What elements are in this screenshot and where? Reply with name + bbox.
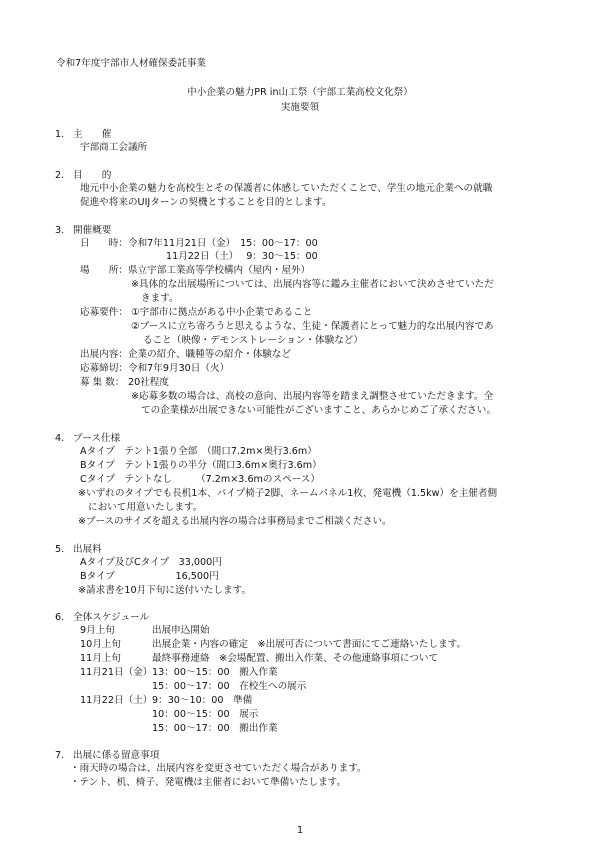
booth-type-b: Bタイプ テント1張りの半分（間口3.6m×奥行3.6m） [80, 460, 322, 471]
deadline-value: 令和7年9月30日（火） [128, 363, 230, 374]
section-number: 1. [55, 129, 65, 140]
section-title: 出展に係る留意事項 [73, 750, 160, 761]
section-number: 7. [55, 750, 65, 761]
date-value-1: 令和7年11月21日（金） 15：00～17：00 [128, 238, 318, 249]
content-label: 出展内容： [80, 349, 128, 360]
requirement-2-cont: ること（映像・デモンストレーション・体験など） [143, 335, 363, 346]
schedule-when: 11月21日（金） [80, 667, 153, 678]
section-title: ブース仕様 [73, 433, 121, 444]
section-number: 4. [55, 433, 65, 444]
section-number: 3. [55, 225, 65, 236]
section-2-body-line: 促進や将来のUIJターンの契機とすることを目的とします。 [80, 197, 332, 208]
section-4-heading [55, 432, 120, 446]
section-number: 2. [55, 170, 65, 181]
schedule-what: 15：00～17：00 搬出作業 [152, 723, 278, 734]
section-1-body: 宇部商工会議所 [80, 142, 148, 153]
schedule-what: 13：00～15：00 搬入作業 [152, 667, 278, 678]
section-title: 主 催 [73, 129, 112, 140]
section-title: 出展料 [73, 544, 102, 555]
document-subtitle: 実施要領 [280, 102, 320, 113]
section-title: 開催概要 [73, 225, 112, 236]
count-note-line: ての企業様が出展できない可能性がございますこと、あらかじめご了承ください。 [141, 405, 496, 416]
section-7-heading [55, 749, 159, 763]
section-title: 目 的 [73, 170, 112, 181]
place-note-line: ※具体的な出展場所については、出展内容等に鑑み主催者において決めさせていただ [131, 279, 494, 290]
notice-line: ・テント、机、椅子、発電機は主催者において準備いたします。 [70, 777, 347, 788]
document-title: 中小企業の魅力PR in山工祭（宇部工業高校文化祭） [187, 87, 413, 98]
section-1-heading [55, 128, 111, 142]
date-label: 日 時： [80, 238, 128, 249]
place-note-line: きます。 [141, 293, 179, 304]
deadline-label: 応募締切： [80, 363, 128, 374]
schedule-what: 出展企業・内容の確定 ※出展可否について書面にてご連絡いたします。 [152, 639, 467, 650]
fee-line: Aタイプ及びCタイプ 33,000円 [80, 557, 222, 568]
requirement-1: ①宇部市に拠点がある中小企業であること [131, 307, 313, 318]
schedule-when: 10月上旬 [80, 639, 121, 650]
section-3-heading [55, 224, 111, 238]
count-note-line: ※応募多数の場合は、高校の意向、出展内容等を踏まえ調整させていただきます。全 [131, 391, 494, 402]
requirement-2: ②ブースに立ち寄ろうと思えるような、生徒・保護者にとって魅力的な出展内容であ [131, 321, 494, 332]
schedule-when: 11月22日（土） [80, 695, 153, 706]
section-number: 6. [55, 612, 65, 623]
schedule-what: 最終事務連絡 ※会場配置、搬出入作業、その他連絡事項について [152, 653, 439, 664]
section-number: 5. [55, 544, 65, 555]
date-value-2: 11月22日（土） 9：30～15：00 [166, 251, 318, 262]
section-2-heading [55, 169, 111, 183]
place-value: 県立宇部工業高等学校構内（屋内・屋外） [128, 265, 311, 276]
page-number: 1 [296, 825, 304, 836]
schedule-when: 11月上旬 [80, 653, 121, 664]
booth-note-line: ※ブースのサイズを超える出展内容の場合は事務局までご相談ください。 [78, 516, 392, 527]
section-5-heading [55, 543, 102, 557]
document-header: 令和7年度宇部市人材確保委託事業 [56, 58, 207, 69]
booth-note-line: ※いずれのタイプでも長机1本、パイプ椅子2脚、ネームパネル1枚、発電機（1.5kw）を主催者側 [78, 488, 498, 499]
notice-line: ・雨天時の場合は、出展内容を変更させていただく場合があります。 [70, 763, 367, 774]
schedule-what: 15：00～17：00 在校生への展示 [152, 681, 307, 692]
content-value: 企業の紹介、職種等の紹介・体験など [128, 349, 292, 360]
booth-type-a: Aタイプ テント1張り全部 （間口7.2m×奥行3.6m） [80, 446, 317, 457]
fee-line: Bタイプ 16,500円 [80, 571, 219, 582]
count-value: 20社程度 [128, 377, 169, 388]
section-title: 全体スケジュール [73, 612, 150, 623]
schedule-what: 出展申込開始 [152, 625, 210, 636]
schedule-what: 9：30～10：00 準備 [152, 695, 253, 706]
booth-note-line: において用意いたします。 [88, 502, 203, 513]
place-label: 場 所： [80, 265, 128, 276]
section-2-body-line: 地元中小企業の魅力を高校生とその保護者に体感していただくことで、学生の地元企業への就職 [80, 183, 493, 194]
requirements-label: 応募要件： [80, 307, 128, 318]
fee-note: ※請求書を10月下旬に送付いたします。 [78, 585, 251, 596]
count-label: 募 集 数： [80, 377, 125, 388]
section-6-heading [55, 611, 149, 625]
schedule-what: 10：00～15：00 展示 [152, 709, 259, 720]
schedule-when: 9月上旬 [80, 625, 115, 636]
booth-type-c: Cタイプ テントなし （7.2m×3.6mのスペース） [80, 474, 320, 485]
